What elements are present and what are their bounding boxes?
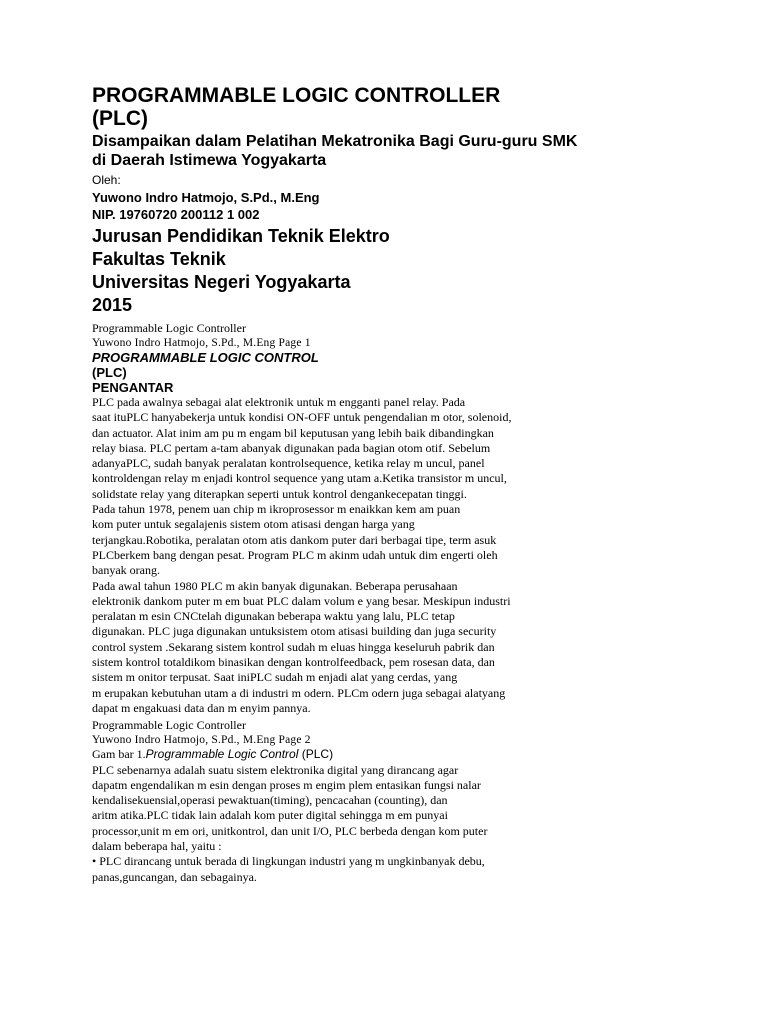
- by-label: Oleh:: [92, 173, 121, 187]
- paragraph-line: dapatm engendalikan m esin dengan proses m engim plem entasikan fungsi nalar: [92, 777, 481, 792]
- paragraph-line: sistem m onitor terpusat. Saat iniPLC sudah m enjadi alat yang cerdas, yang: [92, 670, 458, 685]
- paragraph-line: kontroldengan relay m enjadi kontrol sequence yang utam a.Ketika transistor m uncul,: [92, 471, 507, 486]
- paragraph-line: sistem kontrol totaldikom binasikan dengan kontrolfeedback, pem rosesan data, dan: [92, 655, 495, 670]
- paragraph-line: aritm atika.PLC tidak lain adalah kom puter digital sehingga m em punyai: [92, 808, 448, 823]
- author-nip: NIP. 19760720 200112 1 002: [92, 207, 260, 222]
- paragraph-line: PLCberkem bang dengan pesat. Program PLC m akinm udah untuk dim engerti oleh: [92, 547, 498, 562]
- paragraph-line: elektronik dankom puter m em buat PLC dalam volum e yang besar. Meskipun industri: [92, 593, 511, 608]
- page2-running-header: [92, 718, 732, 747]
- paragraph-line: m erupakan kebutuhan utam a di industri m odern. PLCm odern juga sebagai alatyang: [92, 685, 506, 700]
- paragraph-line: peralatan m esin CNCtelah digunakan beberapa waktu yang lalu, PLC tetap: [92, 609, 455, 624]
- paragraph-line: digunakan. PLC juga digunakan untuksistem otom atisasi building dan juga security: [92, 624, 497, 639]
- paragraph-line: dalam beberapa hal, yaitu :: [92, 839, 222, 854]
- paragraph-line: processor,unit m em ori, unitkontrol, dan unit I/O, PLC berbeda dengan kom puter: [92, 823, 488, 838]
- paragraph-line: Pada tahun 1978, penem uan chip m ikroprosessor m enaikkan kem am puan: [92, 502, 461, 517]
- author-name: Yuwono Indro Hatmojo, S.Pd., M.Eng: [92, 190, 320, 205]
- department: Jurusan Pendidikan Teknik Elektro: [92, 226, 390, 246]
- paragraph-line: PLC pada awalnya sebagai alat elektronik untuk m engganti panel relay. Pada: [92, 395, 466, 409]
- year: 2015: [92, 295, 133, 315]
- running-title: Programmable Logic Controller: [92, 718, 246, 733]
- doc-title-line2: (PLC): [92, 107, 148, 130]
- doc-subtitle-line1: Disampaikan dalam Pelatihan Mekatronika Bagi Guru-guru SMK: [92, 133, 578, 150]
- doc-subtitle-line2: di Daerah Istimewa Yogyakarta: [92, 152, 327, 169]
- paragraph-line: kendalisekuensial,operasi pewaktuan(timing), pencacahan (counting), dan: [92, 793, 448, 808]
- bullet-item-continuation: panas,guncangan, dan sebagainya.: [92, 869, 257, 884]
- university: Universitas Negeri Yogyakarta: [92, 272, 351, 292]
- page1-running-header: [92, 321, 732, 350]
- bullet-list: [92, 854, 732, 885]
- bullet-item: • PLC dirancang untuk berada di lingkungan industri yang m ungkinbanyak debu,: [92, 854, 485, 869]
- paragraph-line: relay biasa. PLC pertam a-tam abanyak digunakan pada bagian otom otif. Sebelum: [92, 440, 491, 455]
- paragraph-line: dan actuator. Alat inim am pu m engam bil keputusan yang lebih baik dibandingkan: [92, 425, 494, 440]
- section-heading: PENGANTAR: [92, 380, 174, 395]
- paragraph-line: saat ituPLC hanyabekerja untuk kondisi ON-OFF untuk pengendalian m otor, solenoid,: [92, 410, 512, 425]
- paragraph-line: Pada awal tahun 1980 PLC m akin banyak digunakan. Beberapa perusahaan: [92, 578, 458, 593]
- paragraph-line: control system .Sekarang sistem kontrol sudah m eluas hingga keseluruh pabrik dan: [92, 639, 495, 654]
- paragraph-line: adanyaPLC, sudah banyak peralatan kontrolsequence, ketika relay m uncul, panel: [92, 456, 485, 471]
- paragraph-3: [92, 763, 732, 855]
- paragraph-line: terjangkau.Robotika, peralatan otom atis dankom puter dari berbagai tipe, term asuk: [92, 532, 497, 547]
- paragraph-line: dapat m engakuasi data dan m enyim pannya.: [92, 700, 311, 715]
- institution-block: [92, 225, 732, 317]
- running-author: Yuwono Indro Hatmojo, S.Pd., M.Eng Page 2: [92, 734, 311, 747]
- running-author: Yuwono Indro Hatmojo, S.Pd., M.Eng Page 1: [92, 337, 311, 349]
- figure-caption: [92, 747, 732, 762]
- paragraph-line: PLC sebenarnya adalah suatu sistem elektronika digital yang dirancang agar: [92, 762, 459, 777]
- paragraph-1: [92, 395, 732, 579]
- caption-prefix: Gam bar 1.: [92, 747, 146, 762]
- paragraph-line: kom puter untuk segalajenis sistem otom atisasi dengan harga yang: [92, 517, 415, 532]
- paragraph-line: banyak orang.: [92, 563, 160, 578]
- document-page: [92, 84, 732, 885]
- section-title-line2: (PLC): [92, 365, 127, 380]
- running-title: Programmable Logic Controller: [92, 321, 246, 335]
- paragraph-2: [92, 579, 732, 717]
- faculty: Fakultas Teknik: [92, 249, 226, 269]
- paragraph-line: solidstate relay yang diterapkan seperti untuk kontrol dengankecepatan tinggi.: [92, 486, 467, 501]
- section-title-line1: PROGRAMMABLE LOGIC CONTROL: [92, 350, 319, 365]
- doc-title-line1: PROGRAMMABLE LOGIC CONTROLLER: [92, 84, 501, 107]
- caption-suffix: (PLC): [298, 747, 334, 762]
- caption-italic: Programmable Logic Control: [145, 747, 299, 762]
